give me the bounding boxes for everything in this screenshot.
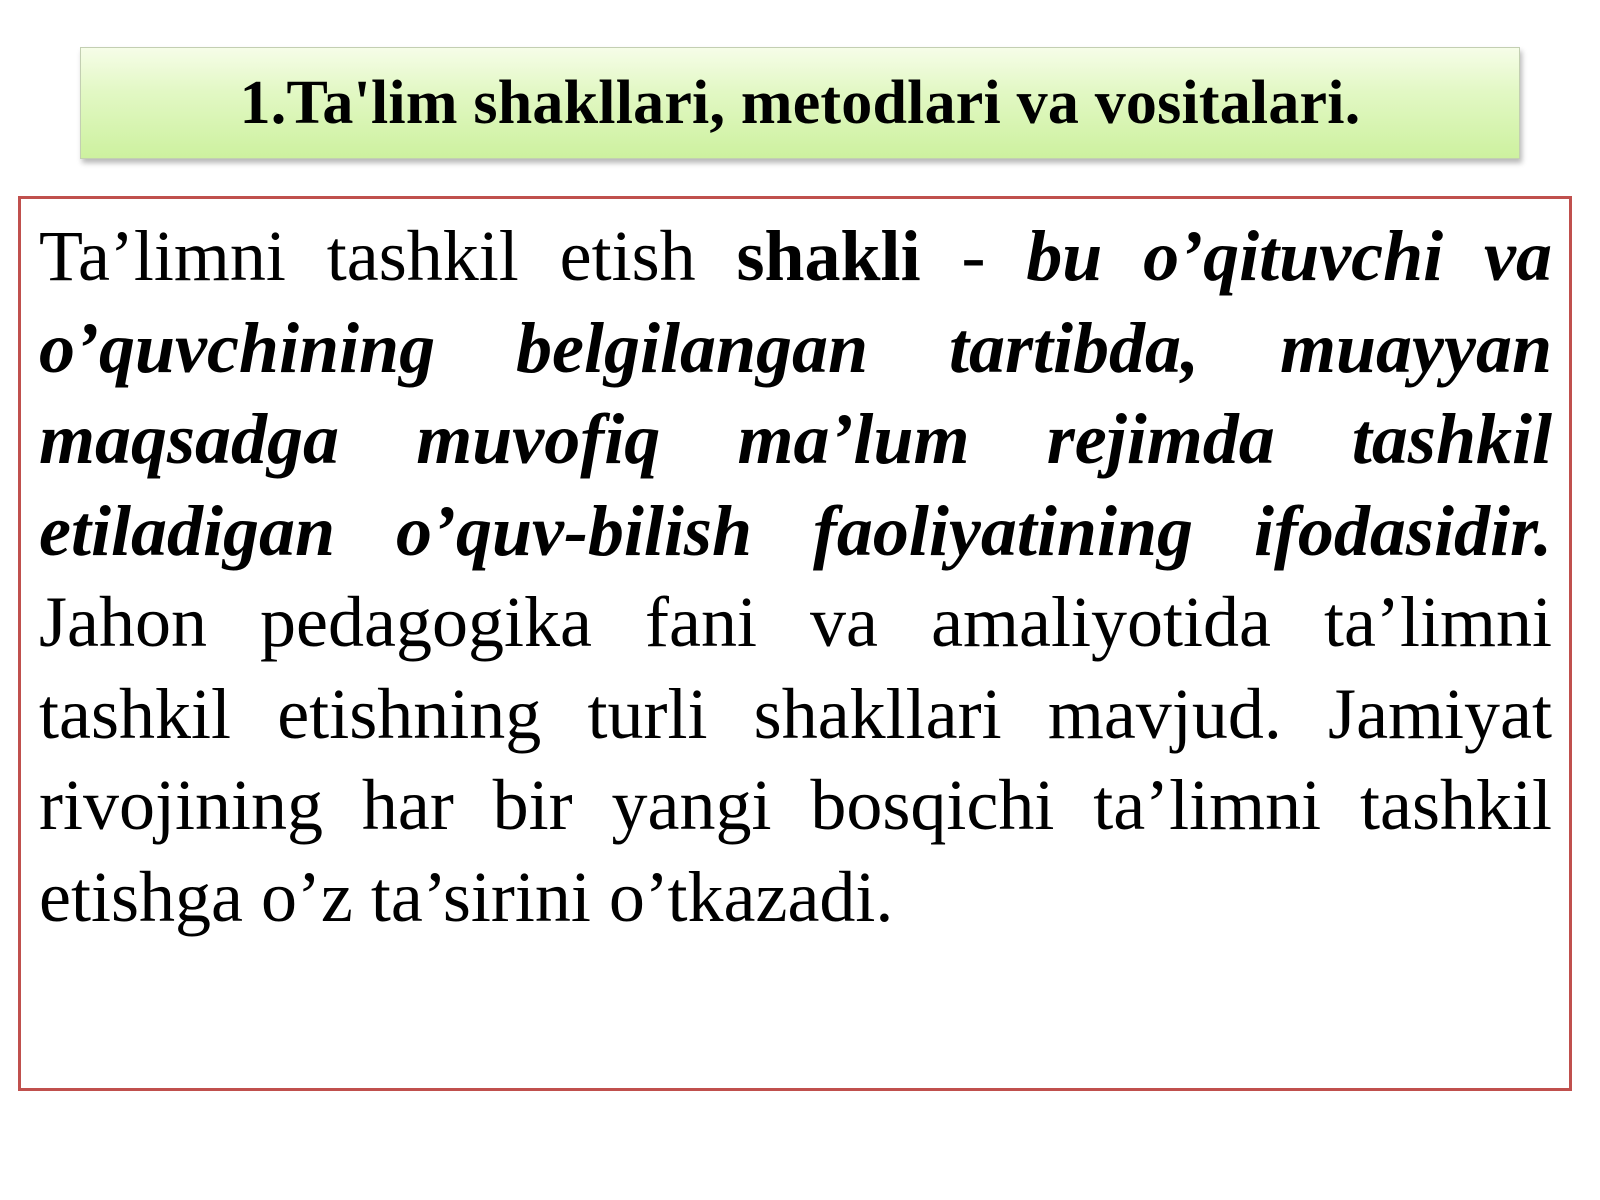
slide-title-box	[80, 47, 1520, 159]
content-box	[18, 196, 1572, 1091]
body-text-rest: Jahon pedagogika fani va amaliyotida ta’limni tashkil etishning turli shakllari mavjud. Jamiyat rivojining har bir yangi bosqichi ta’limni tashkil etishga o’z ta’sirini o’tkazadi.	[39, 582, 1552, 937]
body-text-definition: bu o’qituvchi va o’quvchining belgilangan tartibda, muayyan maqsadga muvofiq ma’lum rejimda tashkil etiladigan o’quv-bilish faoliyatining ifodasidir.	[39, 216, 1552, 571]
slide-title: 1.Ta'lim shakllari, metodlari va vositalari.	[239, 68, 1361, 137]
body-text-term: shakli	[736, 216, 921, 296]
body-paragraph	[39, 211, 1552, 943]
body-text-intro: Ta’limni tashkil etish	[39, 216, 737, 296]
body-text-dash: -	[920, 216, 1027, 296]
